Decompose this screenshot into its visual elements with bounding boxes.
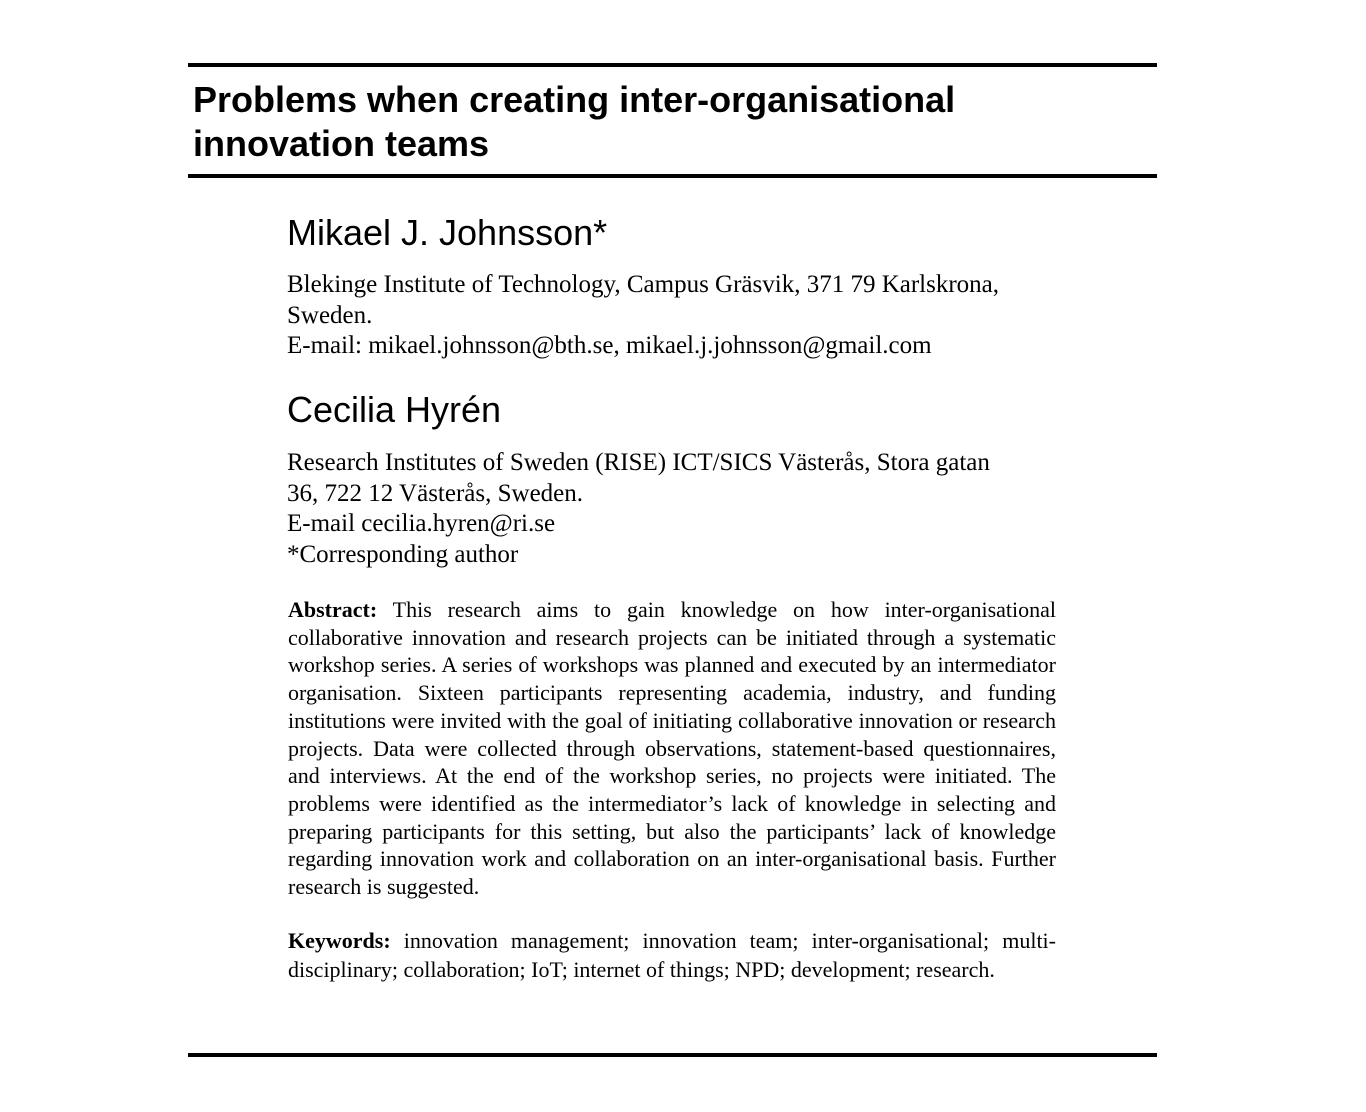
abstract (288, 596, 1056, 901)
abstract-text: This research aims to gain knowledge on how inter-organisational collaborative innovation and research projects can be initiated through a systematic workshop series. A series of workshops was planned and executed by an intermediator organisation. Sixteen participants representing academia, industry, and funding institutions were invited with the goal of initiating collaborative innovation or research projects. Data were collected through observations, statement-based questionnaires, and interviews. At the end of the workshop series, no projects were initiated. The problems were identified as the intermediator’s lack of knowledge in selecting and preparing participants for this setting, but also the participants’ lack of knowledge regarding innovation work and collaboration on an inter-organisational basis. Further research is suggested. (288, 597, 1057, 900)
paper-title (193, 78, 1143, 166)
author-1-name: Mikael J. Johnsson* (287, 212, 608, 253)
title-bottom-rule (188, 174, 1157, 178)
title-line-1: Problems when creating inter-organisational (193, 79, 956, 120)
keywords (288, 927, 1056, 984)
top-rule (188, 63, 1157, 67)
keywords-label: Keywords: (288, 928, 391, 953)
author-1-affiliation-line: Sweden. (287, 301, 373, 329)
author-2-affiliation-line: Research Institutes of Sweden (RISE) ICT/SICS Västerås, Stora gatan (287, 449, 990, 476)
author-2-email: E-mail cecilia.hyren@ri.se (287, 510, 556, 537)
keywords-text: innovation management; innovation team; inter-organisational; multi-disciplinary; collaboration; IoT; internet of things; NPD; development; research. (288, 928, 1056, 982)
title-line-2: innovation teams (193, 123, 490, 164)
author-2-affiliation-line: 36, 722 12 Västerås, Sweden. (287, 479, 584, 507)
author-1-affiliation (287, 270, 1077, 362)
author-2-affiliation (287, 448, 1077, 570)
corresponding-author-note: *Corresponding author (287, 540, 519, 568)
author-1-email: E-mail: mikael.johnsson@bth.se, mikael.j.johnsson@gmail.com (287, 332, 932, 359)
bottom-rule (188, 1053, 1157, 1057)
author-1-affiliation-line: Blekinge Institute of Technology, Campus Gräsvik, 371 79 Karlskrona, (287, 271, 1000, 298)
author-2-name: Cecilia Hyrén (287, 389, 502, 430)
abstract-label: Abstract: (288, 597, 378, 622)
